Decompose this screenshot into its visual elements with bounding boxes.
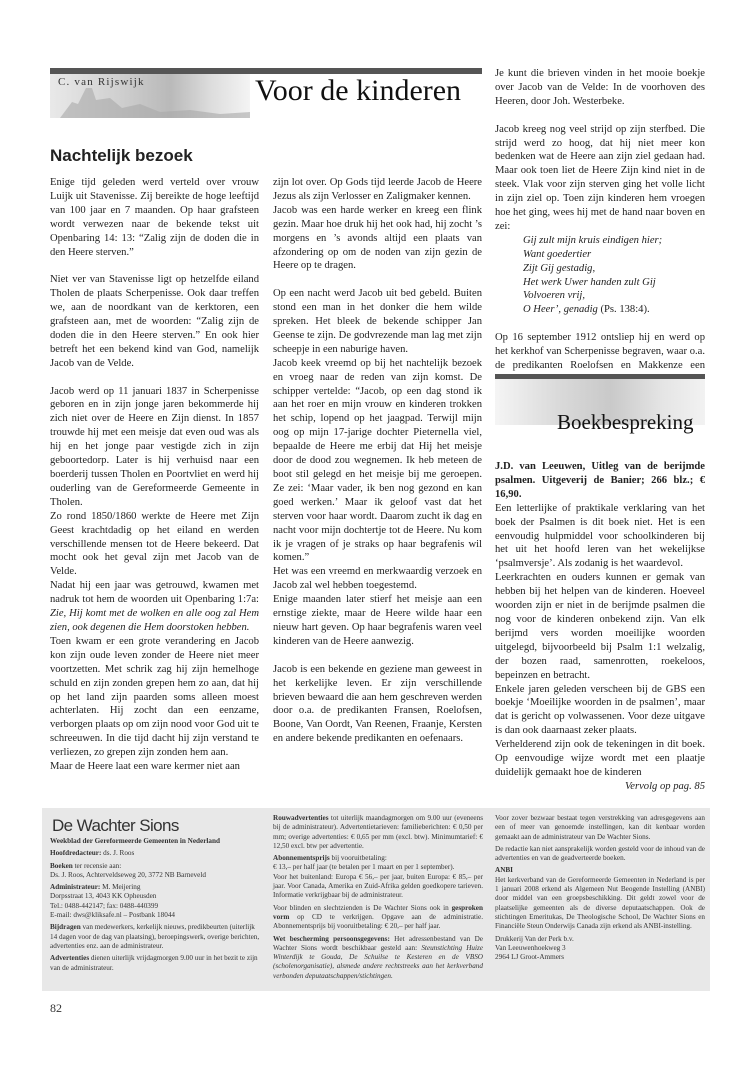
review-heading: Boekbespreking — [557, 410, 694, 434]
audio-edition — [273, 904, 483, 932]
paragraph: Jacob was een harde werker en kreeg een flink gezin. Maar hoe druk hij het ook had, hij zocht ’s morgens en ’s avonds altijd een plaats van afzondering op om de noden van zijn gezin de Heere op te dragen. — [273, 204, 482, 272]
colophon-col-2 — [273, 814, 483, 984]
paragraph: Op een nacht werd Jacob uit bed gebeld. Buiten stond een man in het donker die hem wilde spreken. Het bleek de bekende schipper Jan Geense te zijn. De godvrezende man lag met zijn scheepje in een naburige haven. — [273, 288, 482, 355]
text-run: Voor blinden en slechtzienden is De Wachter Sions ook in — [273, 903, 452, 912]
magazine-logo: De Wachter Sions — [52, 816, 179, 835]
value: Het kerkverband van de Gereformeerde Gemeenten in Nederland is per 1 januari 2008 erkend als Algemeen Nut Beogende Instelling (ANBI) door middel van een groepsbeschikking. Dit geldt zowel voor de plaatselijke gemeenten als de diverse deputaatschappen. Ook de stichtingen Emeritukas, De Theologische School, De Wachter Sions en Financiële Steun Onderwijs Canada zijn erkend als ANBI-instelling. — [495, 875, 705, 931]
label: Hoofdredacteur: — [50, 849, 102, 858]
value: bij vooruitbetaling: — [329, 854, 387, 863]
label: Administrateur: — [50, 883, 101, 892]
bible-quote: Zie, Hij komt met de wolken en alle oog zal Hem zien, ook degenen die Hem doorstoken hebben. — [50, 608, 259, 633]
psalm-quote — [495, 234, 705, 317]
label: Abonnementsprijs — [273, 854, 330, 863]
printer-address: Van Leeuwenhoekweg 3 — [495, 943, 566, 952]
label: Bijdragen — [50, 923, 81, 932]
poem-line: Gij zult mijn kruis eindigen hier; — [523, 234, 663, 246]
price: € 13,– per half jaar (te betalen per 1 maart en per 1 september). — [273, 863, 455, 872]
price: Voor het buitenland: Europa € 56,– per jaar, buiten Europa: € 85,– per jaar. Voor Canada, Amerika en Zuid-Afrika gelden goedkopere tarieven. Informatie verkrijgbaar bij de administrateur. — [273, 872, 483, 900]
advertisements — [50, 954, 260, 973]
paragraph: Enige maanden later stierf het meisje aan een ernstige ziekte, maar de Heere wilde haar een nieuw hart geven. Op haar begrafenis waren veel kinderen van de Heere aanwezig. — [273, 594, 482, 647]
psalm-reference: (Ps. 138:4). — [597, 304, 650, 316]
paragraph: zijn lot over. Op Gods tijd leerde Jacob de Heere Jezus als zijn Verlosser en Zaligmaker kennen. — [273, 177, 482, 202]
paragraph: Het was een vreemd en merkwaardig verzoek en Jacob zal wel hebben toegestemd. — [273, 566, 482, 592]
value: van medewerkers, kerkelijk nieuws, predikbeurten (uiterlijk 14 dagen voor de dag van plaatsing), beroepingswerk, overige berichten, advertenties enz. aan de administrateur. — [50, 923, 260, 950]
value: Het adressenbestand van De Wachter Sions wordt beschikbaar gesteld aan: — [273, 934, 483, 952]
tagline: Weekblad der Gereformeerde Gemeenten in Nederland — [50, 837, 221, 845]
printer-city: 2964 LJ Groot-Ammers — [495, 953, 565, 962]
paragraph: Enige tijd geleden werd verteld over vrouw Luijk uit Stavenisse. Zij bereikte de hoge leeftijd van 100 jaar en 7 maanden. Op haar grafsteen wordt verwezen naar de bekende tekst uit Openbaring 14: 13: “Zalig zijn de doden die in den Heere sterven.” — [50, 177, 259, 258]
contributions — [50, 923, 260, 951]
mourning-ads — [273, 814, 483, 851]
text-run: Nadat hij een jaar was getrouwd, kwamen met nadruk tot hem de woorden uit Openbaring 1:7a: — [50, 580, 259, 606]
label: Boeken — [50, 861, 73, 870]
text-run: Op 16 september 1912 ontsliep hij en werd op het kerkhof van Scherpenisse begraven, waar o.a. de predikanten Roelofsen en Makkenze een — [495, 332, 705, 371]
author-name: C. van Rijswijk — [58, 76, 145, 88]
value: ds. J. Roos — [101, 849, 135, 858]
paragraph — [50, 579, 259, 635]
paragraph: Maar de Heere laat een ware kermer niet aan — [50, 761, 240, 773]
poem-line: Want goedertier — [523, 248, 592, 260]
label: Rouwadvertenties — [273, 814, 329, 822]
paragraph: Jacob keek vreemd op bij het nachtelijk bezoek en vroeg naar de reden van zijn komst. De schipper vertelde: “Jacob, op een dag stond ik aan het roer en mijn vrouw en kinderen trokken het schip, lopend op het jaagpad. Terwijl mijn oog op mijn 17-jarige dochter Pieternella viel, bepaalde de Heere me erbij dat Hij het meisje door de dood zou wegnemen. Ik heb meteen de boot stil gelegd en het meisje bij me geroepen. Ze zei: ‘Maar vader, ik ben nog gezond en kan goed werken.’ Maar ik geloof vast dat het sterven voor haar wordt. Daarom zucht ik dag en nacht voor mijn dochtertje tot de Heere. Nu kom ik je vragen of je straks op haar begrafenis wil komen.” — [273, 357, 482, 564]
privacy — [273, 935, 483, 981]
text-run: gesproken vorm — [273, 903, 483, 921]
label: ANBI — [495, 866, 513, 875]
address: Dorpsstraat 13, 4043 KK Opheusden — [50, 892, 157, 901]
address: Ds. J. Roos, Achterveldseweg 20, 3772 NB Barneveld — [50, 870, 206, 879]
page-title: Voor de kinderen — [255, 74, 462, 107]
objection-note: Voor zover bezwaar bestaat tegen verstrekking van adresgegevens aan een of meer van genoemde instellingen, kan dit kenbaar worden gemaakt aan de administrateur van De Wachter Sions. — [495, 814, 705, 841]
email[interactable]: E-mail: dws@kliksafe.nl – Postbank 18044 — [50, 911, 176, 920]
value: tot uiterlijk maandagmorgen om 9.00 uur (eveneens bij de administrateur). Advertentietarieven: familieberichten: € 0,50 per mm; overige advertenties: € 0,65 per mm (excl. btw). Minimumtarief: € 12,50 excl. btw per advertentie. — [273, 814, 483, 850]
poem-last-line — [495, 303, 705, 317]
review-body — [495, 460, 705, 794]
value: ter recensie aan: — [72, 861, 122, 870]
value: M. Meijering — [100, 883, 141, 892]
label: Wet bescherming persoonsgegevens: — [273, 934, 390, 943]
page-number: 82 — [50, 1001, 62, 1015]
paragraph: Je kunt die brieven vinden in het mooie boekje over Jacob van de Velde: In de voorhoven des Heeren, door Joh. Westerbeke. — [495, 68, 705, 107]
books — [50, 862, 260, 881]
colophon-col-1 — [50, 837, 260, 976]
editor — [50, 849, 260, 858]
colophon-col-3 — [495, 814, 705, 965]
subscription — [273, 854, 483, 900]
paragraph: Jacob werd op 11 januari 1837 in Scherpenisse geboren en in zijn jonge jaren bekommerde hij zich niet over de Heere en Zijn dienst. In 1857 trouwde hij met een meisje dat even oud was als hij en het jonge paar vestigde zich in zijn geboortedorp. Later is hij verhuisd naar een boerderij tussen Tholen en Poortvliet en werd hij ouderling van de Gereformeerde Gemeente in Tholen. — [50, 385, 259, 508]
paragraph: Enkele jaren geleden verscheen bij de GBS een boekje ‘Moeilijke woorden in de psalmen’, maar dat is gericht op volwassenen. Voor deze uitgave is dan ook daarnaast zeker plaats. — [495, 683, 705, 737]
article-title: Nachtelijk bezoek — [50, 146, 193, 165]
administrator — [50, 883, 260, 920]
printer — [495, 935, 705, 963]
poem-line: Zijt Gij gestadig, — [523, 262, 596, 274]
poem-line: O Heer’, genadig — [523, 304, 598, 316]
poem-line: Volvoeren vrij, — [523, 290, 585, 302]
anbi — [495, 866, 705, 931]
printer-name: Drukkerij Van der Perk b.v. — [495, 934, 574, 943]
liability-note: De redactie kan niet aansprakelijk worden gesteld voor de inhoud van de advertenties en van de geadverteerde boeken. — [495, 844, 705, 863]
phone: Tel.: 0488-442147; fax: 0488-440399 — [50, 901, 159, 910]
paragraph: Niet ver van Stavenisse ligt op hetzelfde eiland Tholen de plaats Scherpenisse. Ook daar treffen we, aan de noordkant van de kerktoren, een grafsteen aan, met de woorden: “Zalig zijn de doden die in den Heere sterven.” En ook hier betreft het een bekend kind van God, namelijk Jacob van de Velde. — [50, 274, 259, 369]
text-run: op CD te verkrijgen. Opgave aan de administratie. Abonnementsprijs bij vooruitbetaling: € 20,– per half jaar. — [273, 912, 483, 931]
continued-link[interactable]: Vervolg op pag. 85 — [624, 780, 705, 792]
column-2 — [273, 176, 482, 746]
label: Advertenties — [50, 954, 90, 963]
paragraph: Verhelderend zijn ook de tekeningen in dit boek. Op eenvoudige wijze wordt met een plaatje duidelijk gemaakt hoe de kinderen — [495, 739, 705, 778]
paragraph: Jacob kreeg nog veel strijd op zijn sterfbed. Die strijd werd zo hoog, dat hij niet meer kon bedenken wat de Heere aan zijn ziel gedaan had. Maar ook toen liet de Heere Zijn kind niet in de steek. Vlak voor zijn sterven ging het volle licht in zijn ziel op. Toen zijn kinderen hem vroegen hoe het ging, wees hij met de hand naar boven en zei: — [495, 123, 705, 232]
value: dienen uiterlijk vrijdagmorgen 9.00 uur in het bezit te zijn van de administrateur. — [50, 954, 258, 972]
column-1 — [50, 176, 259, 774]
paragraph: Een letterlijke of praktikale verklaring van het boek der Psalmen is dit boek niet. Het is een eenvoudig hulpmiddel voor schoolkinderen bij het uit het hoofd leren van het wekelijkse ‘psalmversje’. Als zodanig is het waardevol. — [495, 502, 705, 570]
paragraph: Leerkrachten en ouders kunnen er gemak van hebben bij het helpen van de kinderen. Hoeveel woorden zijn er niet in de berijmde psalmen die nog voor de kinderen onbekend zijn. Van elk berijmd vers worden moeilijke woorden uitgelegd, bijvoorbeeld bij Psalm 1:1 welzalig, der bozen raad, samenrotten, roekeloos, bepeinzen en betracht. — [495, 572, 705, 681]
paragraph: Jacob is een bekende en geziene man geweest in het kerkelijke leven. Er zijn verschillende brieven bewaard die aan hem geschreven werden door o.a. de predikanten Fransen, Roelofsen, Boone, Van Oordt, Van Reenen, Fraanje, Kersten en andere bekende predikanten en oefenaars. — [273, 663, 482, 745]
paragraph: Toen kwam er een grote verandering en Jacob kon zijn oude leven zonder de Heere niet meer voortzetten. Met schrik zag hij zijn hemelhoge schuld en zijn zonden grepen hem zo aan, dat hij op het land zijn paarden soms alleen moest achterlaten. Hij zocht dan een eenzame, verborgen plaats op om zijn nood voor God uit te schreeuwen. In die tijd dacht hij zijn verstand te verliezen, zo grepen zijn zonden hem aan. — [50, 635, 259, 759]
paragraph: Zo rond 1850/1860 werkte de Heere met Zijn Geest krachtdadig op het eiland en werden verschillende mensen tot de Heere bekeerd. Dat mocht ook het geval zijn met Jacob van de Velde. — [50, 510, 259, 578]
book-reference: J.D. van Leeuwen, Uitleg van de berijmde psalmen. Uitgeverij de Banier; 266 blz.; € 16,90. — [495, 461, 705, 500]
poem-line: Het werk Uwer handen zult Gij — [523, 276, 656, 288]
value: Steunstichting Huize Winterdijk te Gouda, De Schuilse te Kesteren en de VBSO (scholenorganisatie), alsmede andere rechtstreeks aan het kerkverband verbonden deputaatschappen/stichtingen. — [273, 943, 483, 980]
column-3 — [495, 67, 705, 387]
